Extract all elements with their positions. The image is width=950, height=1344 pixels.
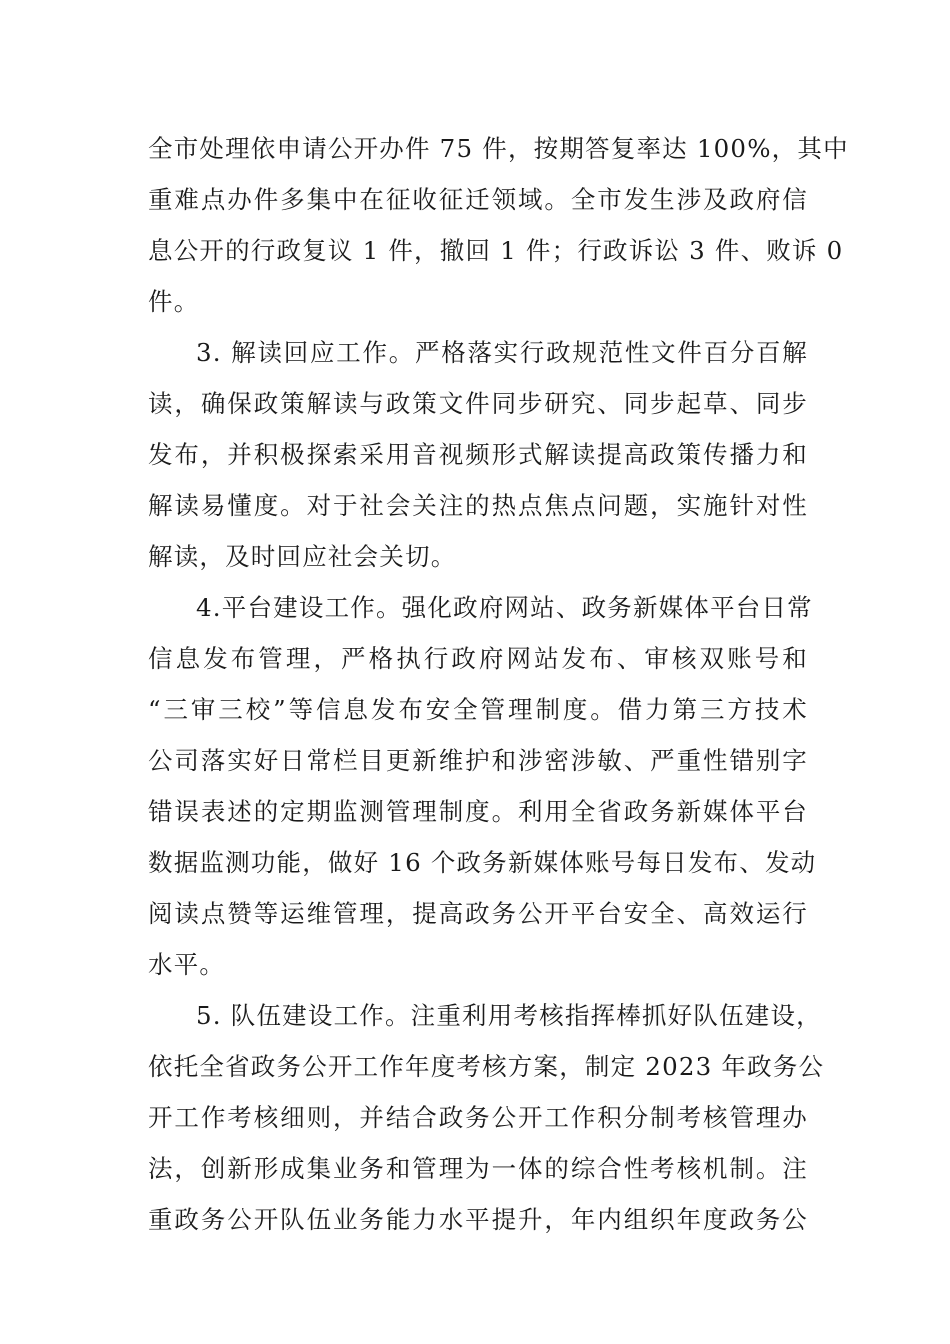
text-line: 解读，及时回应社会关切。 [148, 542, 457, 571]
text-line: 全市处理依申请公开办件 75 件，按期答复率达 100%，其中 [148, 134, 849, 163]
text-line: 信息发布管理，严格执行政府网站发布、审核双账号和 [148, 644, 808, 673]
text-line: 息公开的行政复议 1 件，撤回 1 件；行政诉讼 3 件、败诉 0 [148, 236, 844, 265]
text-line: 依托全省政务公开工作年度考核方案，制定 2023 年政务公 [148, 1052, 825, 1081]
text-line: 解读易懂度。对于社会关注的热点焦点问题，实施针对性 [148, 491, 808, 520]
text-line: “三审三校”等信息发布安全管理制度。借力第三方技术 [148, 695, 808, 724]
text-line: 公司落实好日常栏目更新维护和涉密涉敏、严重性错别字 [148, 746, 808, 775]
text-line: 错误表述的定期监测管理制度。利用全省政务新媒体平台 [148, 797, 808, 826]
text-line: 重政务公开队伍业务能力水平提升，年内组织年度政务公 [148, 1205, 808, 1234]
text-line: 重难点办件多集中在征收征迁领域。全市发生涉及政府信 [148, 185, 808, 214]
text-line: 阅读点赞等运维管理，提高政务公开平台安全、高效运行 [148, 899, 808, 928]
text-line: 水平。 [148, 950, 226, 979]
text-line: 开工作考核细则，并结合政务公开工作积分制考核管理办 [148, 1103, 808, 1132]
text-line: 读，确保政策解读与政策文件同步研究、同步起草、同步 [148, 389, 808, 418]
paragraph-heading-5: 5. 队伍建设工作。注重利用考核指挥棒抓好队伍建设， [196, 1001, 822, 1030]
text-line: 法，创新形成集业务和管理为一体的综合性考核机制。注 [148, 1154, 808, 1183]
paragraph-heading-4: 4.平台建设工作。强化政府网站、政务新媒体平台日常 [196, 593, 813, 622]
text-line: 数据监测功能，做好 16 个政务新媒体账号每日发布、发动 [148, 848, 817, 877]
text-line: 件。 [148, 287, 200, 316]
paragraph-heading-3: 3. 解读回应工作。严格落实行政规范性文件百分百解 [196, 338, 808, 367]
text-line: 发布，并积极探索采用音视频形式解读提高政策传播力和 [148, 440, 808, 469]
